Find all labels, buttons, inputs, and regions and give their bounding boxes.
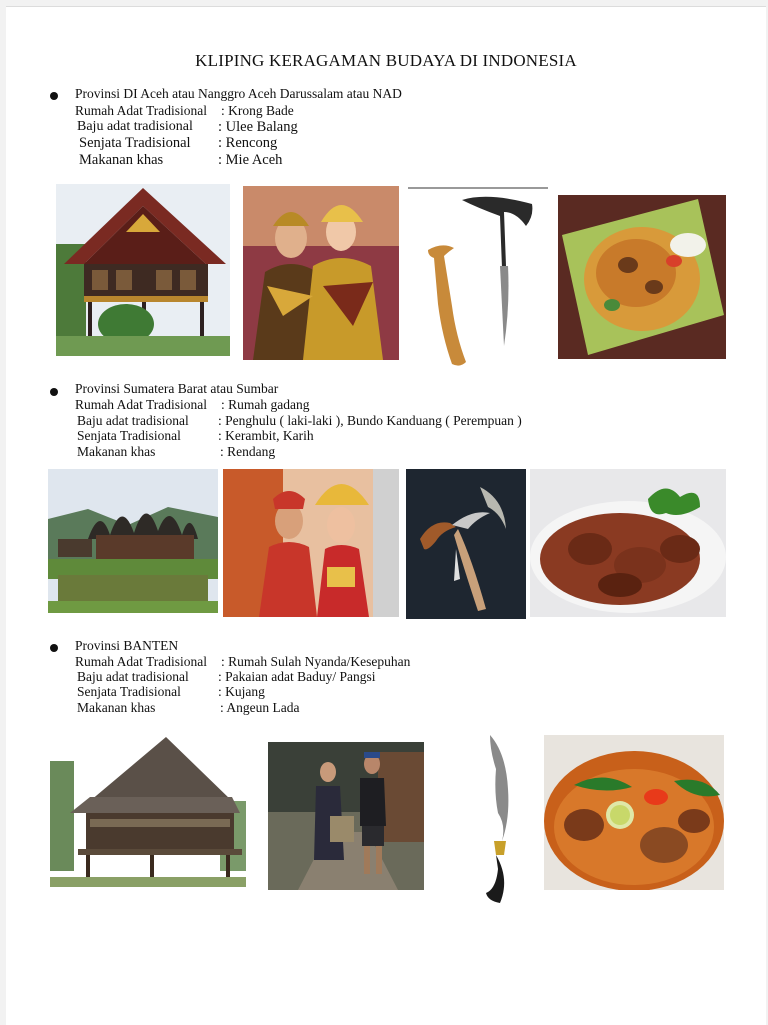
bullet-icon (50, 92, 58, 100)
info-value: : Krong Bade (221, 103, 294, 118)
province-title: Provinsi DI Aceh atau Nanggro Aceh Darussalam atau NAD (75, 86, 402, 101)
info-value: : Penghulu ( laki-laki ), Bundo Kanduang ( Perempuan ) (218, 413, 522, 428)
rumah-gadang-photo (48, 469, 218, 613)
info-label: Baju adat tradisional (77, 413, 189, 428)
info-label: Baju adat tradisional (77, 119, 193, 134)
info-label: Rumah Adat Tradisional (75, 654, 208, 669)
bullet-icon (50, 388, 58, 396)
document-page (6, 6, 766, 1025)
banten-house-photo (50, 731, 246, 887)
info-label: Makanan khas (77, 700, 156, 715)
kujang-photo (476, 729, 522, 907)
aceh-costume-photo (243, 186, 399, 360)
rencong-photo (408, 186, 548, 374)
mie-aceh-photo (558, 195, 726, 359)
info-value: : Kujang (218, 684, 265, 699)
info-label: Senjata Tradisional (77, 684, 181, 699)
info-label: Makanan khas (77, 444, 156, 459)
info-value: : Rencong (218, 135, 278, 151)
rendang-photo (530, 469, 726, 617)
aceh-house-photo (56, 184, 230, 356)
info-value: : Rumah gadang (221, 397, 310, 412)
info-label: Makanan khas (79, 152, 164, 168)
province-title: Provinsi BANTEN (75, 638, 179, 653)
info-label: Rumah Adat Tradisional (75, 397, 208, 412)
info-value: : Rendang (220, 444, 276, 459)
document-title: KLIPING KERAGAMAN BUDAYA DI INDONESIA (195, 51, 577, 70)
info-label: Senjata Tradisional (79, 135, 191, 151)
baduy-costume-photo (268, 742, 424, 890)
minang-costume-photo (223, 469, 399, 617)
bullet-icon (50, 644, 58, 652)
info-value: : Rumah Sulah Nyanda/Kesepuhan (221, 654, 411, 669)
angeun-lada-photo (544, 735, 724, 890)
kerambit-photo (406, 469, 526, 619)
province-title: Provinsi Sumatera Barat atau Sumbar (75, 381, 279, 396)
info-label: Rumah Adat Tradisional (75, 103, 208, 118)
info-value: : Angeun Lada (220, 700, 300, 715)
info-value: : Ulee Balang (218, 119, 298, 135)
info-label: Senjata Tradisional (77, 428, 181, 443)
info-label: Baju adat tradisional (77, 669, 189, 684)
info-value: : Kerambit, Karih (218, 428, 314, 443)
info-value: : Pakaian adat Baduy/ Pangsi (218, 669, 376, 684)
info-value: : Mie Aceh (218, 152, 283, 168)
